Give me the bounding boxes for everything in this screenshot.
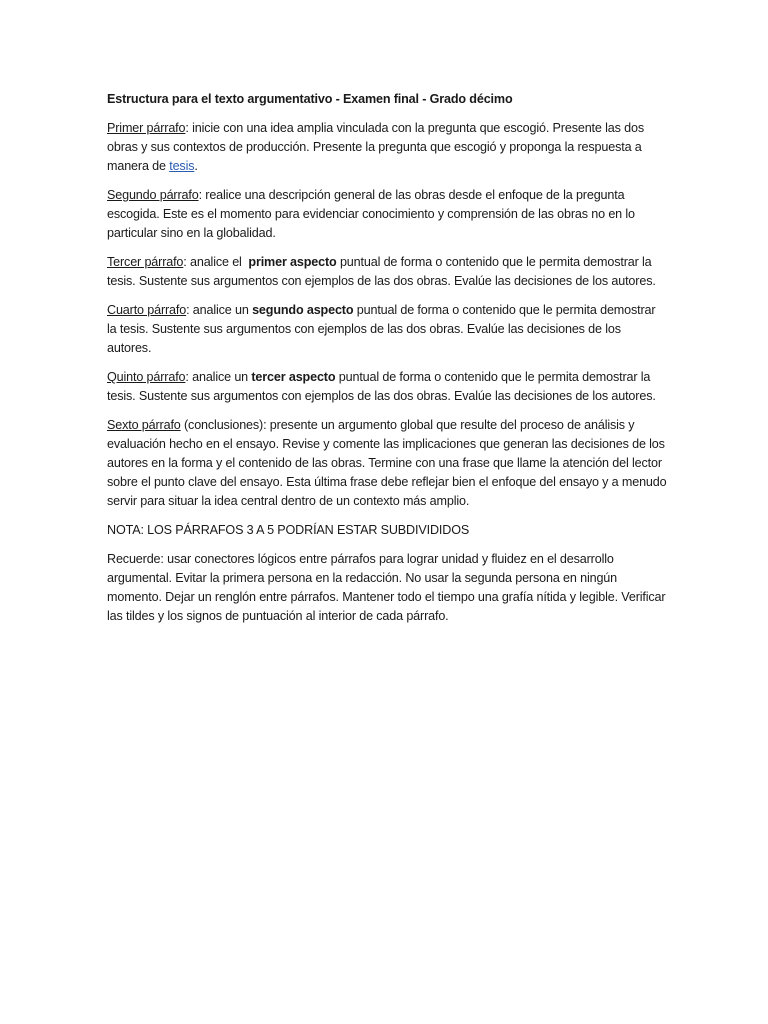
paragraph-4-text-a: : analice un <box>186 303 253 317</box>
reminder: Recuerde: usar conectores lógicos entre párrafos para lograr unidad y fluidez en el desarrollo argumental. Evitar la primera persona en la redacción. No usar la segunda persona en ningún momento. Dejar un renglón entre párrafos. Mantener todo el tiempo una grafía nítida y legible. Verificar las tildes y los signos de puntuación al interior de cada párrafo. <box>107 552 666 623</box>
paragraph-4-bold: segundo aspecto <box>252 303 354 317</box>
paragraph-4-text-b: puntual de forma o contenido que le permita demostrar la tesis. Sustente sus argumentos con ejemplos de las dos obras. Evalúe las decisiones de los autores. <box>107 303 663 355</box>
paragraph-3-label: Tercer párrafo <box>107 255 184 269</box>
paragraph-3-text-a: : analice el <box>183 255 249 269</box>
paragraph-5-text-b: puntual de forma o contenido que le permita demostrar la tesis. Sustente sus argumentos con ejemplos de las dos obras. Evalúe las decisiones de los autores. <box>107 370 656 403</box>
paragraph-3 <box>107 253 667 291</box>
paragraph-5-bold: tercer aspecto <box>251 370 336 384</box>
paragraph-3-text-b: puntual de forma o contenido que le permita demostrar la tesis. Sustente sus argumentos con ejemplos de las dos obras. Evalúe las decisiones de los autores. <box>107 255 656 288</box>
paragraph-1-label: Primer párrafo <box>107 121 186 135</box>
document-body <box>107 90 667 636</box>
tesis-link[interactable]: tesis <box>169 159 195 173</box>
paragraph-2-label: Segundo párrafo <box>107 188 199 202</box>
note: NOTA: LOS PÁRRAFOS 3 A 5 PODRÍAN ESTAR SUBDIVIDIDOS <box>107 523 470 537</box>
paragraph-4-label: Cuarto párrafo <box>107 303 187 317</box>
paragraph-6 <box>107 416 667 511</box>
paragraph-2-text: : realice una descripción general de las obras desde el enfoque de la pregunta escogida. Este es el momento para evidenciar conocimiento y comprensión de las obras no en lo particular sino en la globalidad. <box>107 188 635 240</box>
paragraph-5 <box>107 368 667 406</box>
paragraph-1 <box>107 119 667 176</box>
paragraph-2 <box>107 186 667 243</box>
paragraph-6-label: Sexto párrafo <box>107 418 181 432</box>
paragraph-4 <box>107 301 667 358</box>
paragraph-5-label: Quinto párrafo <box>107 370 186 384</box>
paragraph-6-text: (conclusiones): presente un argumento global que resulte del proceso de análisis y evaluación hecho en el ensayo. Revise y comente las implicaciones que generan las decisiones de los autores en la forma y el contenido de las obras. Termine con una frase que llame la atención del lector sobre el punto clave del ensayo. Esta última frase debe reflejar bien el enfoque del ensayo y a menudo servir para situar la idea central dentro de un contexto más amplio. <box>107 418 667 508</box>
paragraph-1-end: . <box>194 159 198 173</box>
paragraph-3-bold: primer aspecto <box>248 255 337 269</box>
paragraph-5-text-a: : analice un <box>185 370 252 384</box>
paragraph-1-text: : inicie con una idea amplia vinculada con la pregunta que escogió. Presente las dos obras y sus contextos de producción. Presente la pregunta que escogió y proponga la respuesta a manera de <box>107 121 644 173</box>
document-title: Estructura para el texto argumentativo - Examen final - Grado décimo <box>107 92 513 106</box>
